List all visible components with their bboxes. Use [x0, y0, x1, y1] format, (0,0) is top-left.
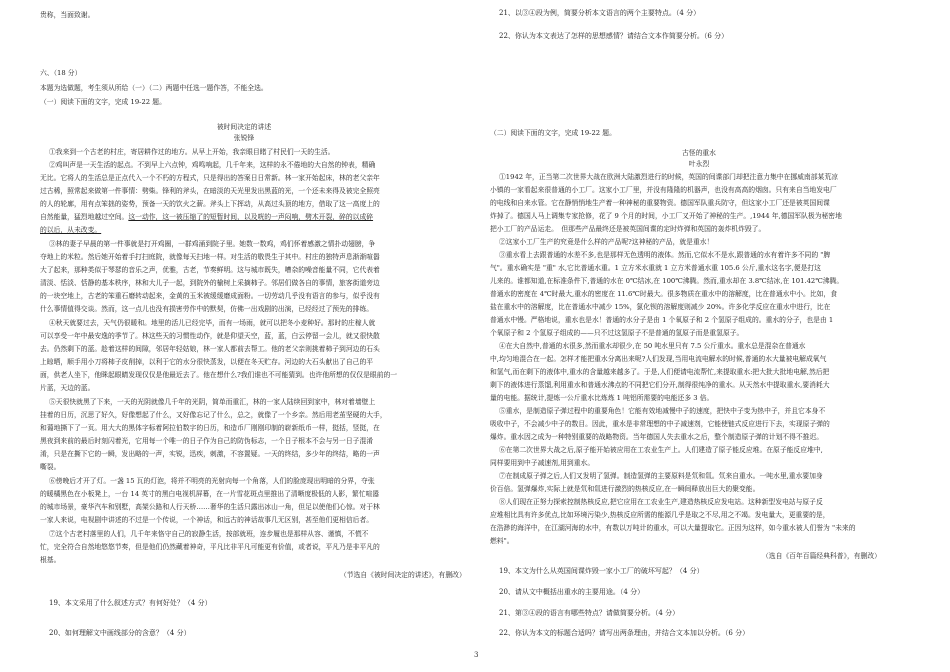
intro-tail: 贵称，当面致谢。 — [40, 11, 95, 19]
paragraph-line: 中,均匀地混合在一起。怎样才能把重水分离出来呢?人们发现,当用电流电解水的时候,普通的水大量被电解成氧气 — [490, 355, 827, 363]
question-19: 19、本文为什么从英国间谍炸毁一家小工厂的破坏写起？（4 分） — [499, 567, 704, 575]
underlined-sentence-end: 的以后，从未改变。 — [40, 226, 102, 234]
paragraph-line: 气"。重水确实是 "重" 水,它比普通水重。1 立方米水重就 1 立方米普通水重 105.6 公斤,重水这名字,便是打这 — [490, 264, 821, 272]
paragraph-line: 过古稀，照常起来做第一件事情：劈柴。锋利的斧头，在暗淡的天光里发出黑蓝的光，一个还未来得及被完全照亮 — [40, 187, 380, 195]
instruction-read: （二）阅读下面的文字，完成 19-22 题。 — [490, 129, 616, 137]
question-21: 21、第③④段的语言有哪些特点？请做简要分析。（4 分） — [499, 609, 680, 617]
paragraph-line: ⑦在制成原子弹之后,人们又发明了氢弹。制造氢弹的主要原料是氘和氚。氘来自重水。一吨水里,重水要加身 — [499, 472, 823, 480]
paragraph-line: 燃料"。 — [490, 537, 514, 545]
paragraph-line: 价百倍。氢弹爆炸,实际上就是氘和氚进行激烈的热核反应,在一瞬间释放出巨大的聚变能。 — [490, 485, 760, 493]
paragraph-line: 应堆相比具有许多优点,比如环境污染少,热核反应所需的能源几乎是取之不尽,用之不竭。发电量大，更重要的是， — [490, 511, 830, 519]
paragraph-line: 去。仍然剩下的蓝。趁着这样的间隙，邻居年轻姑娘，林一家人都前去帮工。他的老父亲则挑着柿子到河边的石头 — [40, 345, 380, 353]
paragraph-line: 面，供老人坐下，他眯起眼睛发现仅仅是他最近去了。他在想什么?我们谁也不可能猜到。也许他所想的仅仅是眼前的一 — [40, 371, 398, 379]
question-20: 20、请从文中概括出重水的主要用途。（4 分） — [499, 588, 645, 596]
paragraph-line: 的电线和自来水管。它在静悄悄地生产着一种神秘的重要物资。德国军队重兵防守，但这家小工厂还是被英国间谍 — [490, 199, 830, 207]
paragraph-line: 普通水中慢。严格地说，重水也是水！普通的水分子是由 1 个氧原子和 2 个氢原子组成的。重水的分子，也是由 1 — [490, 316, 834, 324]
paragraph-line: 无比。它将人的生活总是正点代入一个不朽的方程式，只是得出的答案日日常新。林一家开始起床，林的老父亲年 — [40, 174, 380, 182]
paragraph-line: 黑夜到来前的最后时刻闪着光，它用每一个唯一的日子作为自己的防伪标志，一个日子根本不会与另一日子混淆 — [40, 437, 374, 445]
article-title: 古怪的重水 — [682, 149, 716, 157]
paragraph-line: ①我来到一个古老的村庄，寄居耕作过的地方。从早上开始，我亲眼目睹了村民们一天的生活。 — [49, 148, 335, 156]
paragraph-line: ②这家小工厂生产的究竟是什么样的产品呢?这神秘的产品，就是重水！ — [499, 238, 714, 246]
source-note: （选自《百年百篇经典科普》，有删改） — [762, 552, 881, 560]
question-21: 21、以③④段为例，简要分析本文语言的两个主要特点。（4 分） — [499, 9, 701, 17]
paragraph-line: 大了起来，那种类似于琴瑟的音乐之声，优雅，古老，节奏鲜明。这与城市既失，嘈杂的噪音能量不同，它代表着 — [40, 266, 380, 274]
paragraph-line: 根基。 — [40, 556, 61, 564]
question-19: 19、本文采用了什么叙述方式？有何好处？（4 分） — [49, 599, 212, 607]
paragraph-line: 忙，完全符合自然地悠悠节奏，但是他们仍然藏着神奇，平凡比非平凡可能更有价值，或者说，平凡乃是非平凡的 — [40, 543, 380, 551]
paragraph-line: 可以享受一年中最安逸的季节了。林这些天的习惯性动作，就是仰望天空，蓝，蓝，白云停留一会儿，就又很快散 — [40, 332, 380, 340]
paragraph-line: 淆，只是在撕下它的一瞬，发出略的一声，实锐，迅疾，刺激，不容置疑。一天的终结，多少年的终结，略的一声 — [40, 450, 380, 458]
paragraph-line: ⑦这个古老村落里的人们，几千年来恪守自己的寂静生活，按部就班，连步履也是那样从容、谨慎，不慌不 — [49, 530, 369, 538]
paragraph-line: 和氢气,而在剩下的液体中,重水的含量越来越多了。于是,人们便请电流帮忙,来提取重水:把大批大批地电解,然后把 — [490, 368, 830, 376]
paragraph-line: 普通水的密度在 4℃时最大,重水的密度在 11.6℃时最大。很多物质在重水中的溶解度，比在普通水中小。比如，食 — [490, 290, 838, 298]
underlined-sentence: 自然能量，猛烈地越过空间。这一动作，这一被压缩了的短暂时间，以及咣的一声闷响，劈木开裂，碎的以成碎 — [40, 213, 374, 221]
paragraph-line: ⑥傍晚后才开了灯。一盏 15 瓦的灯泡，将并不明亮的光射向每一个角落，人们的脸庞现出明暗的分界，夺张 — [49, 477, 375, 485]
paragraph-line: 把小工厂的产品运走。 但那些产品最终还是被英国间谍的定时炸弹和英国的轰炸机炸毁了。 — [490, 225, 766, 233]
paragraph-line: ④在大自然中,普通的水很多,然而重水却很少,在 50 吨水里只有 7.5 公斤重水。重水总是混杂在普通水 — [499, 342, 806, 350]
page-number: 3 — [474, 651, 479, 659]
paragraph-line: 的人的轮廓，用有点笨拙的姿势，预备一天的饮火之薪。斧头上下挥动，从高过头顶的地方，借取了这一高度上的 — [40, 200, 380, 208]
paragraph-line: ⑤重水，是制造原子弹过程中的重要角色！它能有效地减慢中子的速度，把快中子变为热中子，并且它本身不 — [499, 407, 826, 415]
paragraph-line: 吸收中子，不会减少中子的数目。因此，重水是非常理想的中子减速剂，它能使链式反应进行下去，实现原子弹的 — [490, 420, 830, 428]
paragraph-line: 小镇的一家看起来很普通的小工厂。这家小工厂里，并没有隆隆的机器声，也没有高高的烟囱。只有来自当地发电厂 — [490, 186, 837, 194]
paragraph-line: 在浩渺的海洋中，在江湖河海的水中，有数以万吨计的重水，可以大量提取它。正因为这样，如今重水被人们誉为 "未来的 — [490, 524, 856, 532]
paragraph-line: 的暖橘黑色在小板凳上，一台 14 英寸的黑白电视机屏幕，在一片雪花斑点里推出了清晰度极低的人影，繁忙喧嚣 — [40, 490, 380, 498]
paragraph-line: ②鸡叫声是一天生活的起点。不到早上六点钟，鸡鸣响起，几千年来，这样的永不倦地的大自然的钟表，精确 — [49, 161, 376, 169]
paragraph-line: ③重水看上去跟普通的水差不多,也是那样无色透明的液体。然而,它似水不是水,跟普通的水有着许多不同的 "脾 — [499, 251, 831, 259]
paragraph-line: 挂着的日历，沉思了好久，好像想起了什么，又好像忘记了什么，总之，就像了一个乡亲。然后用老茧坚硬的大手， — [40, 411, 387, 419]
paragraph-line: 的城市场景，豪华汽车和别墅，高架公路和人行天桥……奢华的生活只露出冰山一角，但足以使他们心惊。对于林 — [40, 503, 380, 511]
section-heading: 六、（18 分） — [40, 69, 82, 77]
paragraph-line: 同样要用到中子减速剂,用到重水。 — [490, 459, 595, 467]
article-author: 叶永烈 — [688, 160, 710, 168]
paragraph-line: 个氧原子和 2 个氢原子组成的——只不过这氢原子不是普通的氢原子而是重氢原子。 — [490, 329, 744, 337]
paragraph-line: ⑥在第二次世界大战之后,原子能开始被应用在工农业生产上。人们建造了原子能反应堆。在原子能反应堆中, — [499, 446, 823, 454]
paragraph-line: 什么事情值得交谈。然而，这一点儿也没有损害劳作中的默契，仿佛一出戏剧的出演，已经经过了预先的排练。 — [40, 305, 374, 313]
paragraph-line: 爆炸。重水因之成为一种特别重要的战略物资。当年德国人失去重水之后，整个制造原子弹的计划不得不推迟。 — [490, 433, 824, 441]
paragraph-line: 剩下的液体进行蒸馏,利用重水和普通水沸点的不同把它们分开,制得很纯净的重水。从天然水中提取重水,要消耗大 — [490, 381, 830, 389]
article-title: 被时间决定的讲述 — [216, 123, 272, 131]
paragraph-line: 儿来的。谁都知道,在标准条件下,普通的水在 0℃结冰,在 100℃沸腾。然而,重水却在 3.8℃结冰,在 101.42℃沸腾。 — [490, 277, 844, 285]
paragraph-line: 量的电能。据统计,提炼一公斤重水比炼炼 1 吨铝所需要的电能还多 3 倍。 — [490, 394, 714, 402]
paragraph-line: 嘶裂。 — [40, 463, 61, 471]
paragraph-line: 上晾晒，顺手用小刀将柿子皮削掉，以利于它的水分很快蒸发，以便在冬天贮存。河边的大石头献出了自己的平 — [40, 358, 374, 366]
paragraph-line: 和蔼地撕下了一页。用大大的黑体字标着阿拉伯数字的日历，和造币厂刚刚印制的崭新纸币一样，挺括，竖挺，在 — [40, 424, 380, 432]
paragraph-line: 夺地上的米粒。然后她开始着手打扫庭院，就像每天扫地一样。对生活的敬畏生于其中。村庄的独特声息渐渐喧嚣 — [40, 253, 380, 261]
paragraph-line: 片蓝，天边的蓝。 — [40, 384, 95, 392]
paragraph-line: ④秋天就要过去，天气仍很暖和。地里的活儿已经完毕，而有一场雨，就可以把冬小麦种好。那时的庄稼人就 — [49, 319, 376, 327]
question-20: 20、如何理解文中画线部分的含意？（4 分） — [49, 629, 191, 637]
instruction-choose: 本题为选做题，考生须从所给（一）（二）两题中任选一题作答，不能全选。 — [40, 84, 268, 92]
question-22: 22、你认为本文表达了怎样的思想感情？请结合文本作简要分析。（6 分） — [499, 32, 729, 40]
paragraph-line: 盐在重水中的溶解度，比在普通水中减少 15%，氯化钡的溶解度则减少 20%。许多化学反应在重水中进行，比在 — [490, 303, 831, 311]
paragraph-line: 清淡、恬淡、恬静的基本秩序，林和大儿子一起，到院外的榆树上采摘柿子。邻居们做各自的事情，旅客街道旁边 — [40, 279, 380, 287]
question-22: 22、你认为本文的标题合适吗？请写出两条理由，并结合文本加以分析。（6 分） — [499, 629, 750, 637]
paragraph-line: 炸掉了。德国人马上调集专家抢修，花了 9 个月的时间，小工厂又开始了神秘的生产。,1944 年,德国军队极为秘密地 — [490, 212, 842, 220]
paragraph-line: ③林的妻子早晨的第一件事就是打开鸡圈，一群鸡涌到院子里。她数一数鸡，鸡们怀着感激之情扑动翅膀，争 — [49, 240, 376, 248]
paragraph-line: 的一块空地上，古老的笨重石磨转动起来，金黄的玉米被缓缓磨成面粉。一切劳动几乎没有语言的参与，似乎没有 — [40, 292, 380, 300]
paragraph-line: 一家人来说，电视剧中讲述的不过是一个传说，一个神话，和远古的神话故事几无区别，甚至他们更相信后者。 — [40, 516, 374, 524]
article-author: 张锐锋 — [233, 134, 255, 142]
source-note: （节选自《被时间决定的讲述》，有删改） — [340, 571, 466, 579]
paragraph-line: ⑤天很快就黑了下来，一天的光阴就像几千年的光阴，简单而重汇，林的一家人陆续回到家中，林对着墙壁上 — [49, 398, 376, 406]
paragraph-line: ⑧人们现在正努力探索控制热核反应,把它应用在工农业生产,建造热核反应发电站。这种新型发电站与原子反 — [499, 498, 823, 506]
instruction-read: （一）阅读下面的文字，完成 19-22 题。 — [40, 98, 166, 106]
paragraph-line: ①1942 年，正当第二次世界大战在欧洲大陆激烈进行的时候，英国的间谍部门却把注意力集中在挪威南部某荒凉 — [499, 173, 838, 181]
